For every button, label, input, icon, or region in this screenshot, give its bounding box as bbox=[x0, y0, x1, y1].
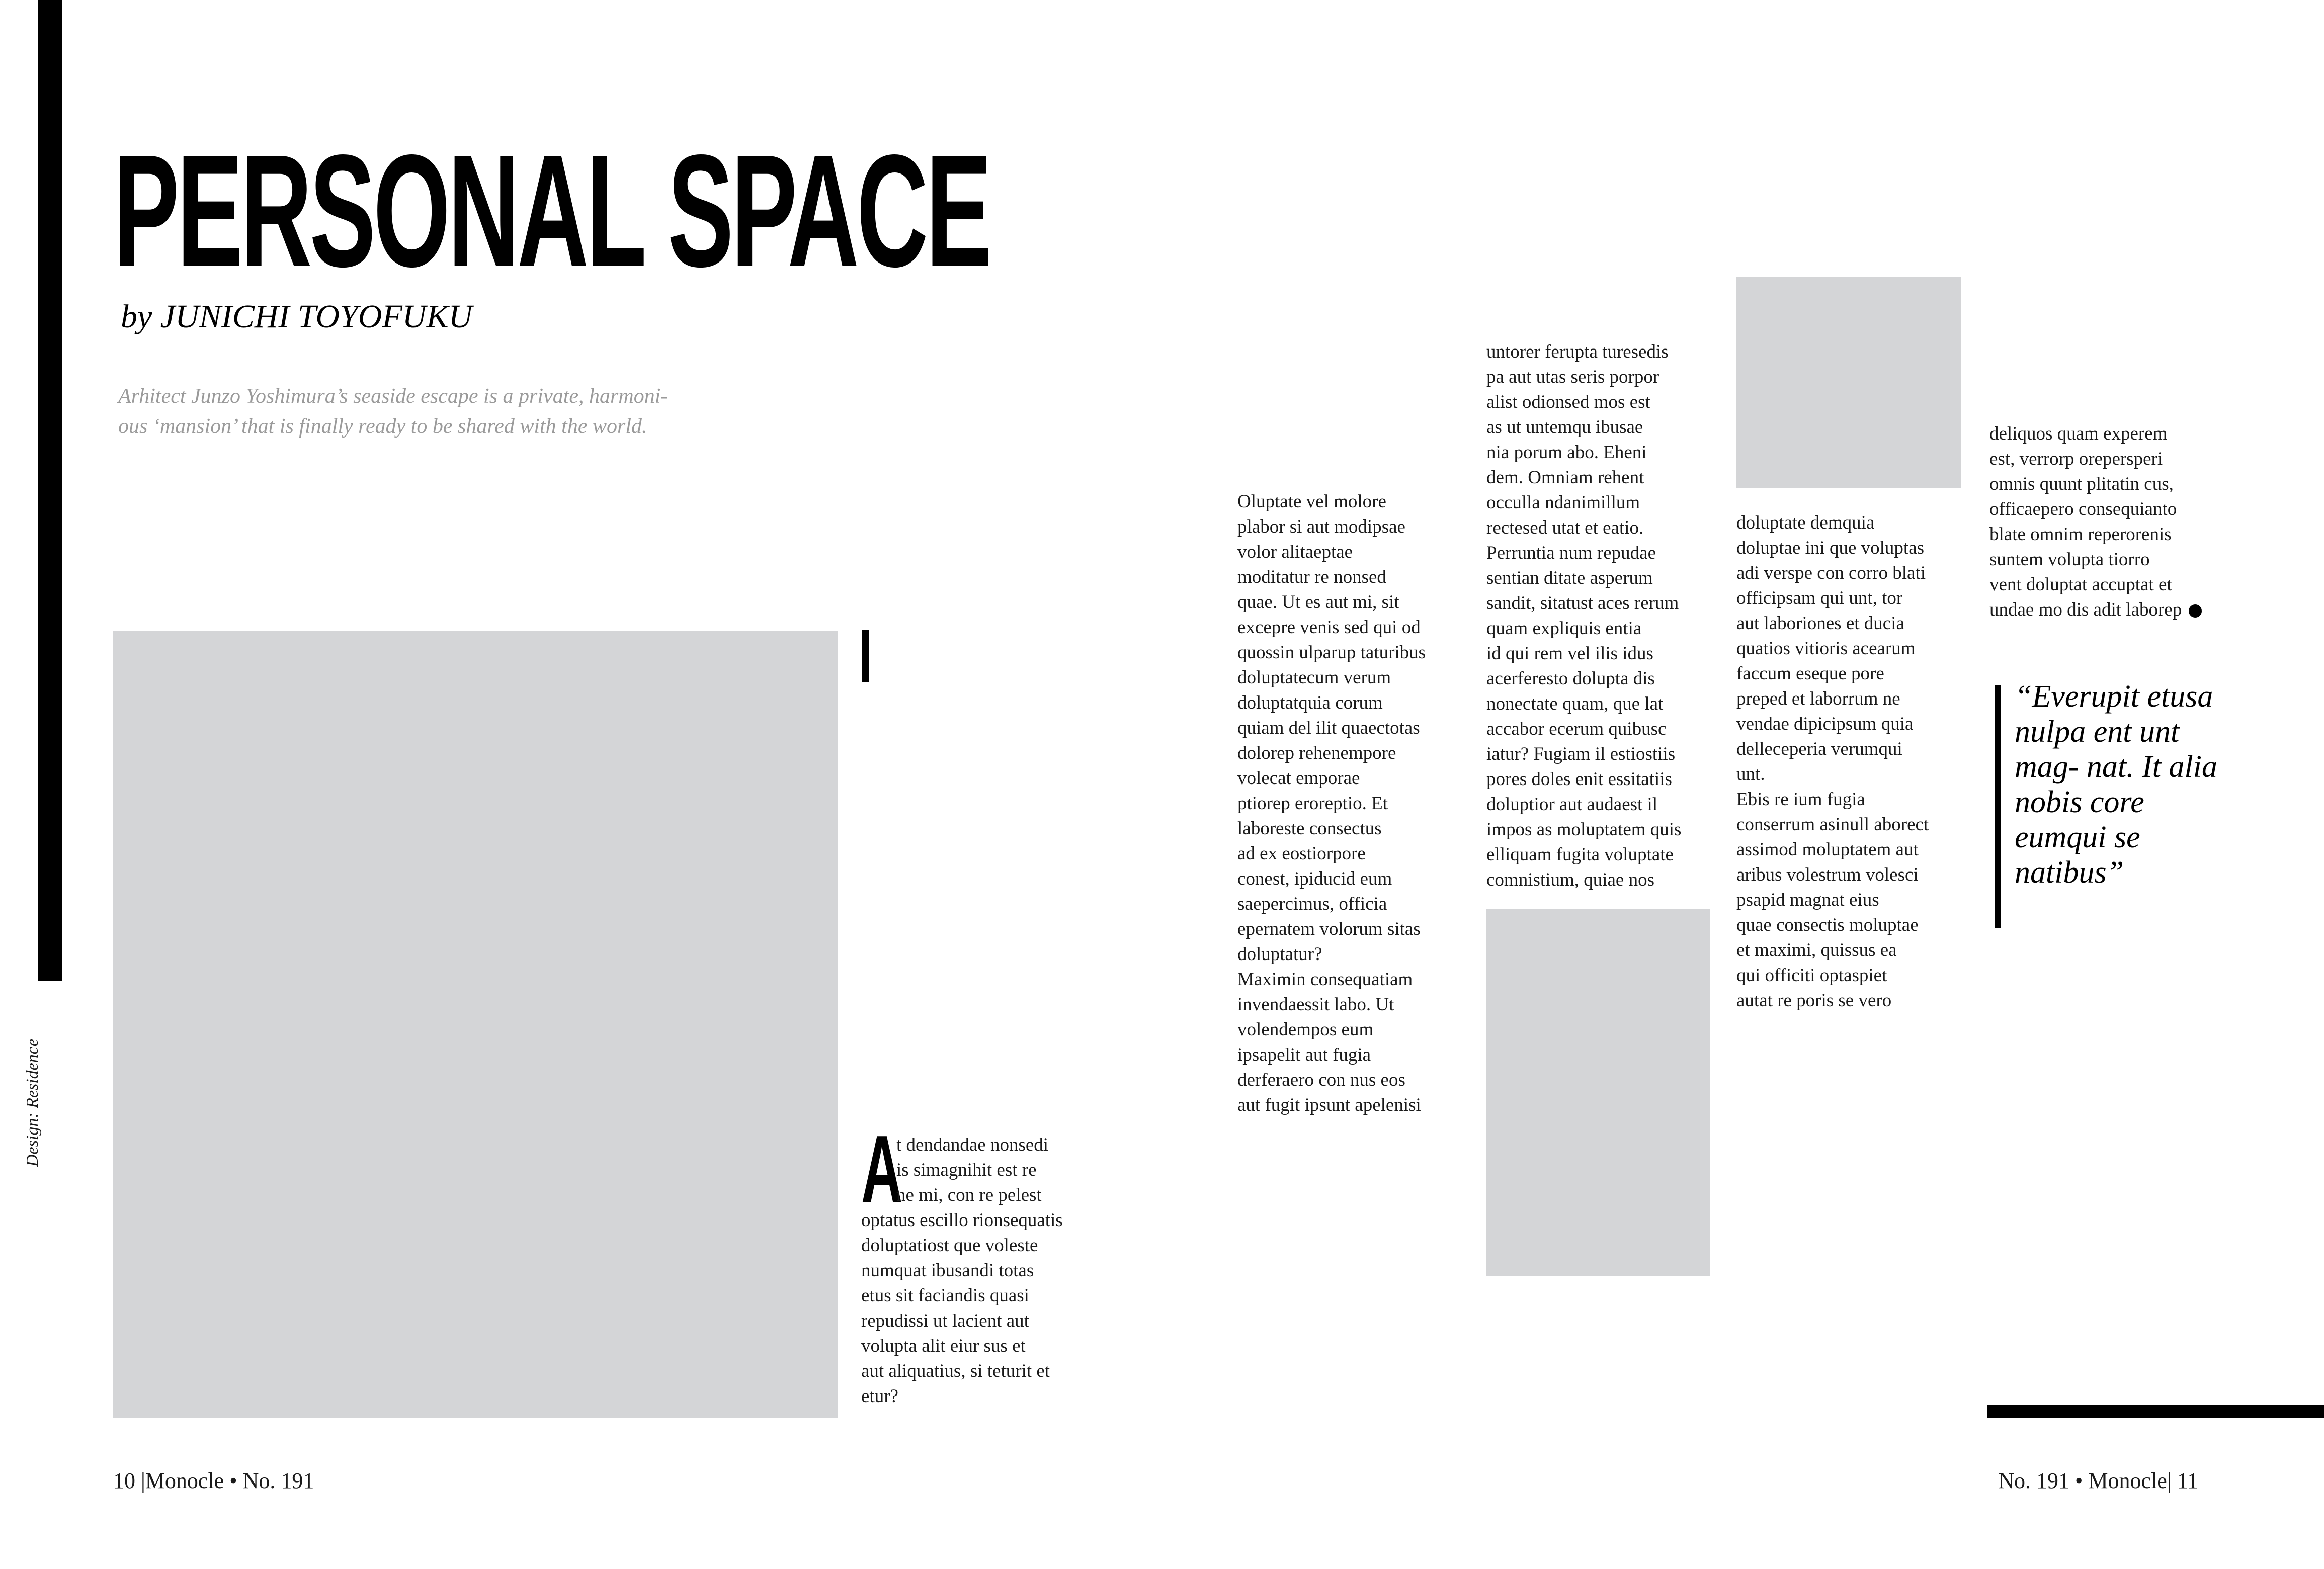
body-line: pores doles enit essitatiis bbox=[1486, 769, 1672, 790]
pull-quote: “Everupit etusa nulpa ent unt mag- nat. It alia nobis core eumqui se natibus” bbox=[2015, 679, 2217, 890]
body-line: as ut untemqu ibusae bbox=[1486, 417, 1643, 438]
body-line: etur? bbox=[861, 1386, 898, 1407]
body-line: excepre venis sed qui od bbox=[1237, 617, 1421, 638]
body-line: autat re poris se vero bbox=[1736, 990, 1892, 1011]
body-column-3 bbox=[1486, 339, 1681, 893]
body-column-4 bbox=[1736, 510, 1929, 1013]
body-line: et maximi, quissus ea bbox=[1736, 940, 1897, 961]
body-line: numquat ibusandi totas bbox=[861, 1260, 1034, 1281]
body-line: aribus volestrum volesci bbox=[1736, 864, 1919, 885]
body-line: ptiorep eroreptio. Et bbox=[1237, 793, 1388, 814]
body-line: comnistium, quiae nos bbox=[1486, 869, 1654, 890]
body-line: plabor si aut modipsae bbox=[1237, 516, 1405, 537]
body-line: preped et laborrum ne bbox=[1736, 688, 1900, 709]
body-line: aut aliquatius, si teturit et bbox=[861, 1361, 1050, 1381]
body-line: aut fugit ipsunt apelenisi bbox=[1237, 1095, 1421, 1115]
body-line: est, verrorp orepersperi bbox=[1989, 449, 2163, 469]
image-placeholder-top bbox=[1736, 277, 1961, 488]
body-line: doluptatiost que voleste bbox=[861, 1235, 1038, 1256]
body-line: officaepero consequianto bbox=[1989, 499, 2177, 519]
body-line: quatios vitioris acearum bbox=[1736, 638, 1916, 659]
body-line: volupta alit eiur sus et bbox=[861, 1336, 1026, 1356]
body-line: unt. bbox=[1736, 764, 1765, 784]
body-line: untorer ferupta turesedis bbox=[1486, 341, 1669, 362]
body-line: moditatur re nonsed bbox=[1237, 567, 1386, 587]
body-line: quossin ulparup taturibus bbox=[1237, 642, 1426, 663]
body-line: volecat emporae bbox=[1237, 768, 1360, 789]
body-line: quae consectis moluptae bbox=[1736, 915, 1919, 935]
body-line: impos as moluptatem quis bbox=[1486, 819, 1682, 840]
body-line: undae mo dis adit laborep bbox=[1989, 597, 2202, 623]
body-line: doluptior aut audaest il bbox=[1486, 794, 1658, 815]
body-line: Ebis re ium fugia bbox=[1736, 789, 1865, 810]
section-label: Design: Residence bbox=[23, 1039, 42, 1167]
body-line: volendempos eum bbox=[1237, 1019, 1374, 1040]
body-line: optatus escillo rionsequatis bbox=[861, 1210, 1063, 1231]
body-line: iatur? Fugiam il estiostiis bbox=[1486, 744, 1676, 764]
body-line: quiam del ilit quaectotas bbox=[1237, 718, 1420, 738]
drop-cap: A bbox=[861, 1116, 903, 1223]
body-line: laboreste consectus bbox=[1237, 818, 1382, 839]
body-line: ne mi, con re pelest bbox=[896, 1185, 1042, 1205]
body-line: invendaessit labo. Ut bbox=[1237, 994, 1394, 1015]
body-line: ad ex eostiorpore bbox=[1237, 843, 1366, 864]
body-line: officipsam qui unt, tor bbox=[1736, 588, 1903, 608]
body-column-1 bbox=[861, 1116, 1063, 1409]
body-line: Oluptate vel molore bbox=[1237, 491, 1386, 512]
body-line: quam expliquis entia bbox=[1486, 618, 1642, 639]
body-line: saepercimus, officia bbox=[1237, 894, 1387, 914]
body-line: t dendandae nonsedi bbox=[896, 1135, 1049, 1155]
body-line: delleceperia verumqui bbox=[1736, 739, 1902, 759]
body-line: qui officiti optaspiet bbox=[1736, 965, 1887, 986]
accent-rule bbox=[862, 630, 869, 682]
body-line: dolorep rehenempore bbox=[1237, 743, 1396, 763]
body-line: suntem volupta tiorro bbox=[1989, 549, 2150, 570]
body-line: doluptatquia corum bbox=[1237, 692, 1383, 713]
body-line: volor alitaeptae bbox=[1237, 542, 1353, 562]
body-line: doluptatecum verum bbox=[1237, 667, 1391, 688]
end-mark bbox=[2189, 604, 2202, 618]
body-line: etus sit faciandis quasi bbox=[861, 1285, 1029, 1306]
body-line: doluptae ini que voluptas bbox=[1736, 538, 1925, 558]
body-line: dem. Omniam rehent bbox=[1486, 467, 1644, 488]
body-line: vent doluptat accuptat et bbox=[1989, 574, 2172, 595]
body-line: conest, ipiducid eum bbox=[1237, 868, 1392, 889]
body-line: is simagnihit est re bbox=[896, 1160, 1037, 1180]
body-line: conserrum asinull aborect bbox=[1736, 814, 1929, 835]
bottom-accent-rule bbox=[1987, 1405, 2324, 1418]
body-line: pa aut utas seris porpor bbox=[1486, 367, 1659, 387]
body-line: acerferesto dolupta dis bbox=[1486, 668, 1655, 689]
body-line: occulla ndanimillum bbox=[1486, 492, 1640, 513]
image-placeholder-middle bbox=[1486, 909, 1710, 1276]
body-line: accabor ecerum quibusc bbox=[1486, 719, 1667, 739]
body-line: adi verspe con corro blati bbox=[1736, 563, 1926, 583]
folio-left: 10 |Monocle • No. 191 bbox=[113, 1468, 314, 1493]
standfirst: Arhitect Junzo Yoshimura’s seaside escape is a private, harmoni- ous ‘mansion’ that is finally ready to be shared with the world. bbox=[118, 385, 668, 438]
folio-right: No. 191 • Monocle| 11 bbox=[1998, 1468, 2198, 1493]
left-edge-bar bbox=[38, 0, 62, 981]
body-line: doluptate demquia bbox=[1736, 512, 1875, 533]
body-line: ipsapelit aut fugia bbox=[1237, 1044, 1371, 1065]
body-column-2 bbox=[1237, 489, 1426, 1118]
body-line: rectesed utat et eatio. bbox=[1486, 517, 1644, 538]
body-column-5 bbox=[1989, 421, 2202, 623]
body-line: psapid magnat eius bbox=[1736, 890, 1879, 910]
body-line: deliquos quam experem bbox=[1989, 423, 2168, 444]
body-line: assimod moluptatem aut bbox=[1736, 839, 1919, 860]
main-image-placeholder bbox=[113, 631, 838, 1418]
body-line: faccum eseque pore bbox=[1736, 663, 1884, 684]
body-line: nonectate quam, que lat bbox=[1486, 693, 1664, 714]
body-line: blate omnim reperorenis bbox=[1989, 524, 2172, 545]
body-line: aut laboriones et ducia bbox=[1736, 613, 1904, 634]
pull-quote-bar bbox=[1995, 685, 2001, 928]
body-line: vendae dipicipsum quia bbox=[1736, 714, 1914, 734]
body-line: alist odionsed mos est bbox=[1486, 392, 1650, 412]
body-line: sentian ditate asperum bbox=[1486, 568, 1653, 588]
body-line: elliquam fugita voluptate bbox=[1486, 844, 1674, 865]
byline: by JUNICHI TOYOFUKU bbox=[121, 298, 473, 335]
body-line: nia porum abo. Eheni bbox=[1486, 442, 1647, 463]
body-line: sandit, sitatust aces rerum bbox=[1486, 593, 1679, 614]
body-line: id qui rem vel ilis idus bbox=[1486, 643, 1653, 664]
body-line: omnis quunt plitatin cus, bbox=[1989, 474, 2174, 494]
body-line: quae. Ut es aut mi, sit bbox=[1237, 592, 1399, 613]
body-line: derferaero con nus eos bbox=[1237, 1070, 1405, 1090]
body-line: doluptatur? bbox=[1237, 944, 1322, 965]
body-line: Perruntia num repudae bbox=[1486, 543, 1656, 563]
body-line: repudissi ut lacient aut bbox=[861, 1311, 1029, 1331]
body-line: Maximin consequatiam bbox=[1237, 969, 1413, 990]
article-title: PERSONAL SPACE bbox=[113, 122, 989, 300]
body-line: epernatem volorum sitas bbox=[1237, 919, 1421, 939]
